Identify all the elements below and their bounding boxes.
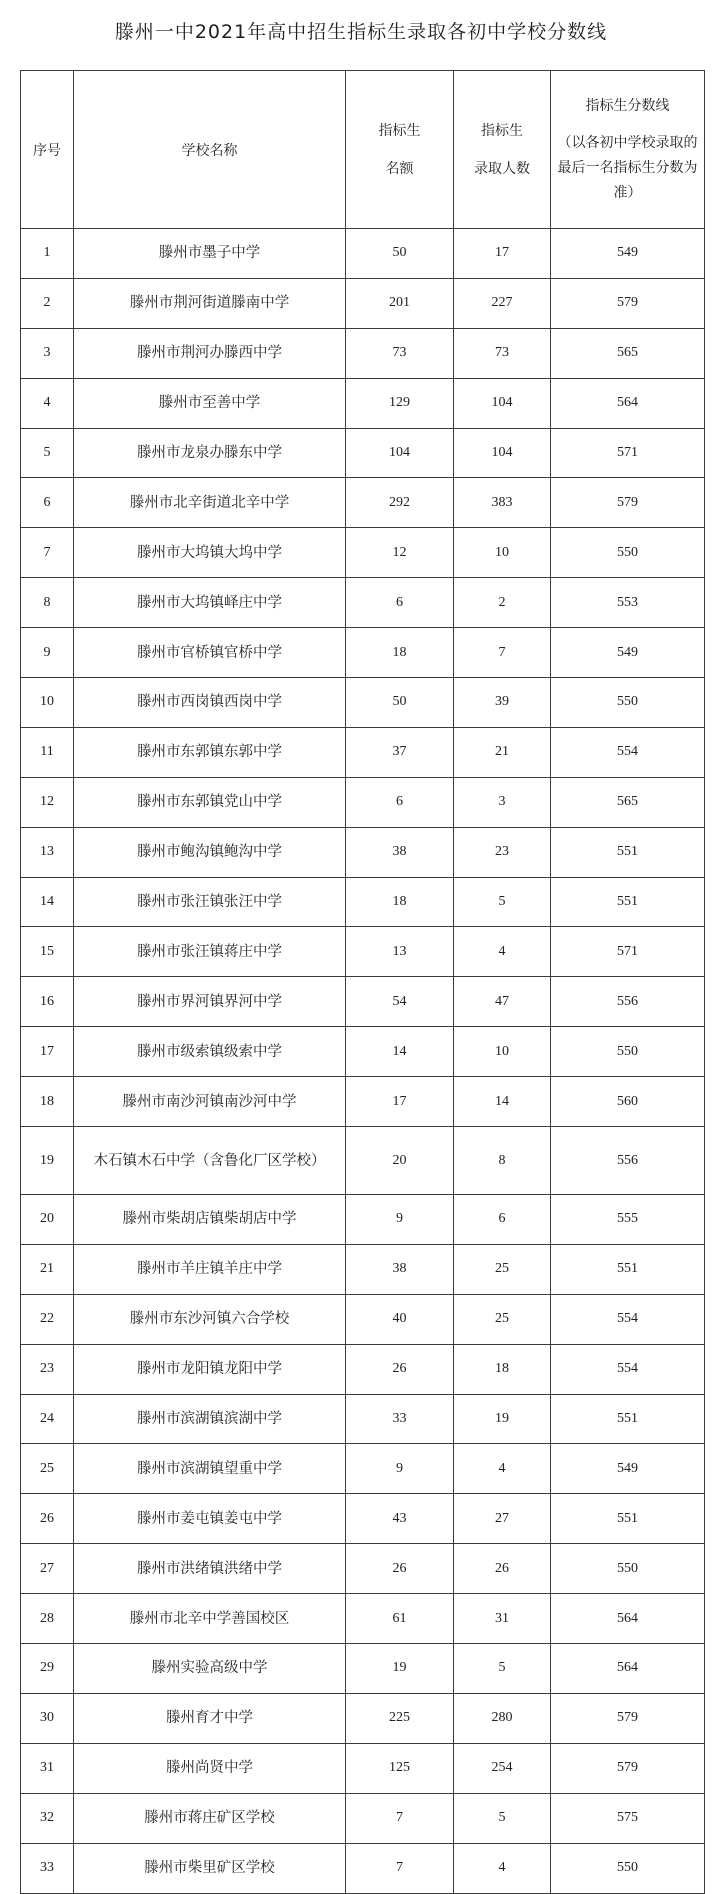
header-admitted: [454, 71, 551, 229]
table-row: [21, 877, 705, 927]
cell-admitted: 19: [454, 1394, 551, 1444]
cell-school-name: 滕州市至善中学: [74, 378, 346, 428]
cell-seq: 19: [21, 1127, 74, 1195]
table-row: [21, 777, 705, 827]
cell-quota: 61: [346, 1594, 454, 1644]
cell-school-name: 滕州市大坞镇峄庄中学: [74, 578, 346, 628]
header-admitted-line2: 录取人数: [474, 160, 530, 177]
cell-quota: 292: [346, 478, 454, 528]
cell-quota: 50: [346, 678, 454, 728]
cell-school-name: 滕州市北辛中学善国校区: [74, 1594, 346, 1644]
cell-seq: 29: [21, 1644, 74, 1694]
cell-school-name: 滕州市蒋庄矿区学校: [74, 1793, 346, 1843]
cell-score-line: 579: [551, 478, 705, 528]
cell-seq: 32: [21, 1793, 74, 1843]
cell-admitted: 5: [454, 877, 551, 927]
cell-admitted: 31: [454, 1594, 551, 1644]
header-quota: [346, 71, 454, 229]
cell-score-line: 571: [551, 428, 705, 478]
cell-quota: 26: [346, 1544, 454, 1594]
cell-school-name: 滕州市荆河街道滕南中学: [74, 278, 346, 328]
cell-quota: 13: [346, 927, 454, 977]
cell-score-line: 551: [551, 1244, 705, 1294]
cell-admitted: 26: [454, 1544, 551, 1594]
cell-seq: 30: [21, 1693, 74, 1743]
cell-quota: 12: [346, 528, 454, 578]
cell-seq: 20: [21, 1195, 74, 1245]
cell-seq: 9: [21, 628, 74, 678]
cell-score-line: 549: [551, 628, 705, 678]
cell-quota: 7: [346, 1843, 454, 1893]
table-row: [21, 1127, 705, 1195]
cell-school-name: 滕州市南沙河镇南沙河中学: [74, 1077, 346, 1127]
table-row: [21, 727, 705, 777]
cell-score-line: 564: [551, 378, 705, 428]
cell-school-name: 滕州育才中学: [74, 1693, 346, 1743]
cell-admitted: 23: [454, 827, 551, 877]
cell-admitted: 3: [454, 777, 551, 827]
cell-admitted: 8: [454, 1127, 551, 1195]
cell-school-name: 滕州市西岗镇西岗中学: [74, 678, 346, 728]
cell-score-line: 551: [551, 1394, 705, 1444]
cell-quota: 18: [346, 877, 454, 927]
cell-seq: 27: [21, 1544, 74, 1594]
cell-score-line: 551: [551, 827, 705, 877]
header-score-line: [551, 71, 705, 229]
cell-score-line: 554: [551, 727, 705, 777]
cell-quota: 9: [346, 1195, 454, 1245]
cell-admitted: 254: [454, 1743, 551, 1793]
cell-quota: 125: [346, 1743, 454, 1793]
cell-score-line: 551: [551, 877, 705, 927]
cell-quota: 43: [346, 1494, 454, 1544]
table-row: [21, 1544, 705, 1594]
cell-school-name: 滕州市墨子中学: [74, 229, 346, 279]
header-admitted-line1: 指标生: [481, 122, 523, 139]
cell-school-name: 滕州实验高级中学: [74, 1644, 346, 1694]
cell-score-line: 565: [551, 328, 705, 378]
cell-quota: 38: [346, 827, 454, 877]
cell-school-name: 滕州市滨湖镇望重中学: [74, 1444, 346, 1494]
cell-school-name: 滕州市界河镇界河中学: [74, 977, 346, 1027]
header-school-name: 学校名称: [74, 71, 346, 229]
cell-school-name: 木石镇木石中学（含鲁化厂区学校）: [74, 1127, 346, 1195]
table-body: [21, 229, 705, 1894]
cell-school-name: 滕州市东沙河镇六合学校: [74, 1294, 346, 1344]
table-row: [21, 1444, 705, 1494]
table-row: [21, 378, 705, 428]
cell-seq: 31: [21, 1743, 74, 1793]
cell-score-line: 549: [551, 1444, 705, 1494]
cell-quota: 19: [346, 1644, 454, 1694]
cell-school-name: 滕州市张汪镇蒋庄中学: [74, 927, 346, 977]
cell-seq: 11: [21, 727, 74, 777]
cell-score-line: 554: [551, 1294, 705, 1344]
table-row: [21, 977, 705, 1027]
cell-seq: 8: [21, 578, 74, 628]
cell-score-line: 575: [551, 1793, 705, 1843]
cell-quota: 33: [346, 1394, 454, 1444]
cell-admitted: 73: [454, 328, 551, 378]
header-score-line1: 指标生分数线: [585, 97, 670, 114]
cell-quota: 104: [346, 428, 454, 478]
cell-admitted: 280: [454, 1693, 551, 1743]
cell-score-line: 564: [551, 1594, 705, 1644]
table-row: [21, 578, 705, 628]
cell-school-name: 滕州市东郭镇东郭中学: [74, 727, 346, 777]
cell-seq: 4: [21, 378, 74, 428]
cell-admitted: 39: [454, 678, 551, 728]
cell-admitted: 5: [454, 1644, 551, 1694]
cell-quota: 17: [346, 1077, 454, 1127]
cell-score-line: 550: [551, 1843, 705, 1893]
cell-school-name: 滕州市龙阳镇龙阳中学: [74, 1344, 346, 1394]
cell-seq: 26: [21, 1494, 74, 1544]
cell-admitted: 10: [454, 1027, 551, 1077]
cell-seq: 24: [21, 1394, 74, 1444]
table-row: [21, 478, 705, 528]
cell-quota: 73: [346, 328, 454, 378]
cell-school-name: 滕州市级索镇级索中学: [74, 1027, 346, 1077]
cell-admitted: 4: [454, 1843, 551, 1893]
cell-score-line: 564: [551, 1644, 705, 1694]
cell-admitted: 21: [454, 727, 551, 777]
table-row: [21, 229, 705, 279]
cell-quota: 6: [346, 578, 454, 628]
cell-admitted: 383: [454, 478, 551, 528]
cell-admitted: 18: [454, 1344, 551, 1394]
table-row: [21, 1594, 705, 1644]
cell-quota: 54: [346, 977, 454, 1027]
cell-school-name: 滕州市鲍沟镇鲍沟中学: [74, 827, 346, 877]
cell-seq: 21: [21, 1244, 74, 1294]
cell-seq: 23: [21, 1344, 74, 1394]
cell-school-name: 滕州市龙泉办滕东中学: [74, 428, 346, 478]
cell-score-line: 579: [551, 1693, 705, 1743]
cell-seq: 6: [21, 478, 74, 528]
cell-seq: 18: [21, 1077, 74, 1127]
cell-seq: 12: [21, 777, 74, 827]
page-title: 滕州一中2021年高中招生指标生录取各初中学校分数线: [114, 21, 608, 43]
cell-score-line: 553: [551, 578, 705, 628]
cell-score-line: 555: [551, 1195, 705, 1245]
table-header-row: [21, 71, 705, 229]
table-row: [21, 1793, 705, 1843]
cell-school-name: 滕州市大坞镇大坞中学: [74, 528, 346, 578]
cell-score-line: 551: [551, 1494, 705, 1544]
cell-quota: 225: [346, 1693, 454, 1743]
cell-seq: 7: [21, 528, 74, 578]
table-row: [21, 1244, 705, 1294]
cell-school-name: 滕州市官桥镇官桥中学: [74, 628, 346, 678]
cell-seq: 15: [21, 927, 74, 977]
table-row: [21, 1693, 705, 1743]
cell-school-name: 滕州市北辛街道北辛中学: [74, 478, 346, 528]
cell-score-line: 556: [551, 1127, 705, 1195]
table-row: [21, 1027, 705, 1077]
cell-quota: 201: [346, 278, 454, 328]
table-row: [21, 1644, 705, 1694]
header-score-note: （以各初中学校录取的最后一名指标生分数为准）: [557, 134, 698, 201]
cell-quota: 9: [346, 1444, 454, 1494]
cell-admitted: 47: [454, 977, 551, 1027]
cell-seq: 1: [21, 229, 74, 279]
table-row: [21, 827, 705, 877]
cell-seq: 28: [21, 1594, 74, 1644]
cell-score-line: 556: [551, 977, 705, 1027]
cell-score-line: 571: [551, 927, 705, 977]
cell-admitted: 104: [454, 378, 551, 428]
cell-seq: 2: [21, 278, 74, 328]
cell-seq: 13: [21, 827, 74, 877]
cell-quota: 7: [346, 1793, 454, 1843]
table-row: [21, 628, 705, 678]
cell-school-name: 滕州市荆河办滕西中学: [74, 328, 346, 378]
table-row: [21, 1077, 705, 1127]
table-row: [21, 1494, 705, 1544]
cell-quota: 18: [346, 628, 454, 678]
cell-school-name: 滕州尚贤中学: [74, 1743, 346, 1793]
table-row: [21, 1294, 705, 1344]
cell-score-line: 549: [551, 229, 705, 279]
header-quota-line1: 指标生: [378, 122, 421, 139]
cell-seq: 14: [21, 877, 74, 927]
cell-admitted: 10: [454, 528, 551, 578]
cell-admitted: 6: [454, 1195, 551, 1245]
cell-quota: 38: [346, 1244, 454, 1294]
cell-admitted: 5: [454, 1793, 551, 1843]
cell-admitted: 2: [454, 578, 551, 628]
table-row: [21, 1843, 705, 1893]
cell-score-line: 550: [551, 1544, 705, 1594]
cell-admitted: 7: [454, 628, 551, 678]
table-row: [21, 1195, 705, 1245]
cell-admitted: 27: [454, 1494, 551, 1544]
cell-seq: 5: [21, 428, 74, 478]
table-row: [21, 1743, 705, 1793]
cell-score-line: 565: [551, 777, 705, 827]
cell-school-name: 滕州市张汪镇张汪中学: [74, 877, 346, 927]
table-row: [21, 1344, 705, 1394]
cell-school-name: 滕州市姜屯镇姜屯中学: [74, 1494, 346, 1544]
cell-quota: 129: [346, 378, 454, 428]
cell-seq: 16: [21, 977, 74, 1027]
cell-quota: 26: [346, 1344, 454, 1394]
table-row: [21, 428, 705, 478]
table-row: [21, 278, 705, 328]
cell-seq: 22: [21, 1294, 74, 1344]
cell-seq: 33: [21, 1843, 74, 1893]
cell-score-line: 560: [551, 1077, 705, 1127]
cell-admitted: 25: [454, 1294, 551, 1344]
cell-seq: 10: [21, 678, 74, 728]
table-row: [21, 678, 705, 728]
cell-quota: 50: [346, 229, 454, 279]
table-row: [21, 927, 705, 977]
cell-quota: 37: [346, 727, 454, 777]
cell-score-line: 579: [551, 1743, 705, 1793]
cell-admitted: 4: [454, 927, 551, 977]
header-quota-line2: 名额: [385, 160, 414, 177]
cell-quota: 14: [346, 1027, 454, 1077]
table-row: [21, 528, 705, 578]
cell-school-name: 滕州市柴胡店镇柴胡店中学: [74, 1195, 346, 1245]
cell-score-line: 554: [551, 1344, 705, 1394]
cell-school-name: 滕州市洪绪镇洪绪中学: [74, 1544, 346, 1594]
cell-school-name: 滕州市东郭镇党山中学: [74, 777, 346, 827]
admission-score-table: [20, 70, 705, 1894]
cell-seq: 3: [21, 328, 74, 378]
table-row: [21, 328, 705, 378]
cell-seq: 17: [21, 1027, 74, 1077]
cell-admitted: 17: [454, 229, 551, 279]
header-seq: 序号: [21, 71, 74, 229]
cell-score-line: 550: [551, 528, 705, 578]
cell-score-line: 550: [551, 678, 705, 728]
cell-score-line: 579: [551, 278, 705, 328]
cell-quota: 40: [346, 1294, 454, 1344]
cell-admitted: 104: [454, 428, 551, 478]
cell-quota: 6: [346, 777, 454, 827]
cell-quota: 20: [346, 1127, 454, 1195]
table-row: [21, 1394, 705, 1444]
cell-school-name: 滕州市羊庄镇羊庄中学: [74, 1244, 346, 1294]
cell-school-name: 滕州市滨湖镇滨湖中学: [74, 1394, 346, 1444]
cell-admitted: 14: [454, 1077, 551, 1127]
cell-admitted: 25: [454, 1244, 551, 1294]
cell-admitted: 227: [454, 278, 551, 328]
cell-seq: 25: [21, 1444, 74, 1494]
cell-score-line: 550: [551, 1027, 705, 1077]
cell-admitted: 4: [454, 1444, 551, 1494]
cell-school-name: 滕州市柴里矿区学校: [74, 1843, 346, 1893]
